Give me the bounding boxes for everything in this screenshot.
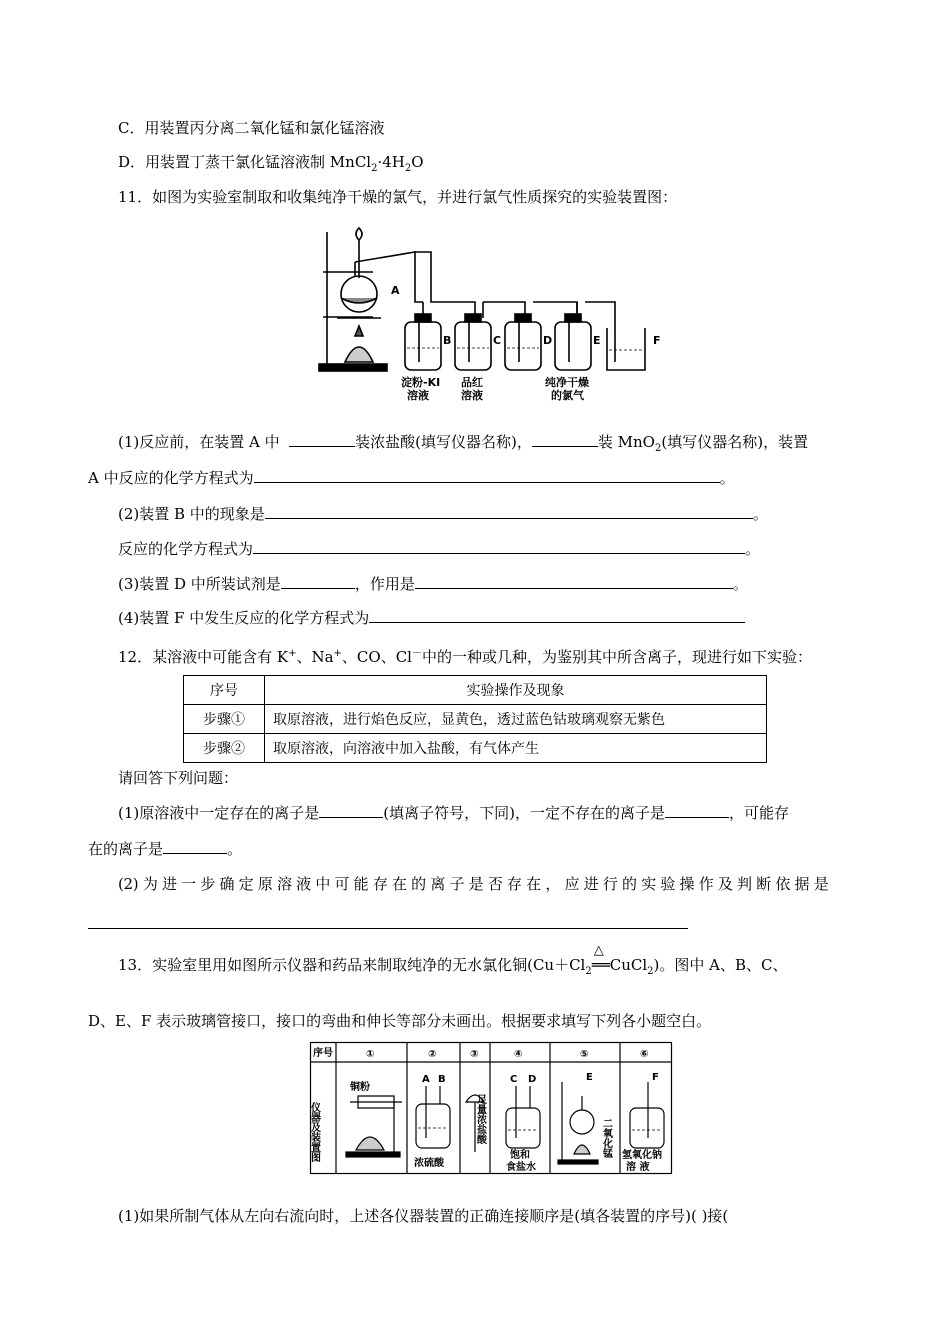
label-copper: 铜粉 (350, 1082, 370, 1093)
col-header: 序号 (313, 1048, 333, 1059)
answer-blank[interactable] (319, 803, 383, 818)
label-sulfuric-acid: 浓硫酸 (414, 1158, 444, 1169)
caption-chlorine: 的氯气 (551, 389, 584, 402)
port-c: C (510, 1074, 518, 1085)
label-c: C (493, 334, 502, 347)
answer-line[interactable] (88, 928, 688, 929)
num-5: ⑤ (580, 1049, 589, 1060)
q11-part2-line1: (2)装置 B 中的现象是 。 (118, 505, 768, 523)
q11-part2-line2: 反应的化学方程式为 。 (118, 540, 761, 558)
answer-blank[interactable] (665, 803, 729, 818)
q13-stem-line2: D、E、F 表示玻璃管接口，接口的弯曲和伸长等部分未画出。根据要求填写下列各小题空白。 (88, 1012, 712, 1030)
num-2: ② (428, 1049, 437, 1060)
q13-stem-line1: 13．实验室里用如图所示仪器和药品来制取纯净的无水氯化铜($Cu+Cl_2$ △ ══CuCl$_2$)。图中 A、B、C、 (118, 943, 788, 977)
num-3: ③ (470, 1049, 479, 1060)
label-a: A (391, 284, 400, 297)
port-e: E (586, 1072, 593, 1083)
table-row (184, 705, 767, 734)
table-header-row (184, 676, 767, 705)
answer-blank[interactable] (265, 504, 753, 519)
label-mno2: 二氧化锰 (600, 1118, 612, 1158)
port-d: D (528, 1074, 537, 1085)
caption-magenta: 品红 (461, 376, 483, 389)
q11-stem: 11．如图为实验室制取和收集纯净干燥的氯气，并进行氯气性质探究的实验装置图： (118, 188, 678, 206)
label-d: D (543, 334, 553, 347)
answer-blank[interactable] (253, 539, 745, 554)
row-header: 仪器及装置图 (308, 1102, 320, 1162)
table-cell-operation: 取原溶液，向溶液中加入盐酸，有气体产生 (265, 734, 767, 763)
table-cell-operation: 取原溶液，进行焰色反应，显黄色，透过蓝色钴玻璃观察无紫色 (265, 705, 767, 734)
q12-part2: (2) 为 进 一 步 确 定 原 溶 液 中 可 能 存 在 的 离 子 是 否 存 在 ， 应 进 行 的 实 验 操 作 及 判 断 依 据 是 (118, 875, 829, 893)
num-1: ① (366, 1049, 375, 1060)
num-6: ⑥ (640, 1049, 649, 1060)
caption-starch-ki: 淀粉-KI (401, 376, 441, 389)
q10-option-c: C．用装置丙分离二氧化锰和氯化锰溶液 (118, 119, 385, 137)
answer-blank[interactable] (163, 839, 227, 854)
q12-ask: 请回答下列问题： (118, 769, 239, 787)
header-step: 序号 (184, 676, 265, 705)
label-brine-1: 饱和 (510, 1150, 530, 1161)
q12-part1-line1: (1)原溶液中一定存在的离子是 (填离子符号，下同)，一定不存在的离子是 ，可能存 (118, 804, 789, 822)
answer-blank[interactable] (281, 574, 355, 589)
q12-part1-line2: 在的离子是 。 (88, 840, 243, 858)
q13-part1: (1)如果所制气体从左向右流向时，上述各仪器装置的正确连接顺序是(填各装置的序号)( )接( (118, 1207, 729, 1225)
port-b: B (438, 1074, 446, 1085)
table-row (184, 734, 767, 763)
q13-apparatus-table-figure (310, 1042, 672, 1174)
q11-part4: (4)装置 F 中发生反应的化学方程式为 (118, 608, 745, 628)
label-naoh-1: 氢氧化钠 (622, 1150, 662, 1161)
q12-stem: 12．某溶液中可能含有 K+、Na+、CO、Cl－中的一种或几种，为鉴别其中所含离子，现进行如下实验： (118, 648, 812, 666)
label-naoh-2: 溶 液 (626, 1162, 650, 1173)
q10-option-d: D．用装置丁蒸干氯化锰溶液制 $MnCl_2\cdot 4H_2O$ (118, 153, 424, 174)
num-4: ④ (514, 1049, 523, 1060)
answer-blank[interactable] (254, 468, 720, 483)
label-b: B (443, 334, 452, 347)
answer-blank[interactable] (532, 432, 598, 447)
table-cell-step: 步骤② (184, 734, 265, 763)
q12-experiment-table (183, 675, 767, 763)
label-f: F (653, 334, 661, 347)
q11-part1-line1: (1)反应前，在装置 A 中 装浓盐酸(填写仪器名称)， 装 MnO$_2$(填写仪器名称)，装置 (118, 433, 809, 454)
q11-part3: (3)装置 D 中所装试剂是 ，作用是 。 (118, 575, 748, 593)
answer-blank[interactable] (415, 574, 733, 589)
answer-blank[interactable] (289, 432, 355, 447)
header-operation: 实验操作及现象 (265, 676, 767, 705)
caption-solution-1: 溶液 (407, 389, 429, 402)
answer-blank[interactable] (369, 608, 745, 623)
q11-part1-line2: A 中反应的化学方程式为 。 (88, 469, 735, 487)
port-a: A (422, 1074, 430, 1085)
caption-solution-2: 溶液 (461, 389, 483, 402)
caption-pure-dry: 纯净干燥 (545, 376, 589, 389)
q11-apparatus-figure (315, 222, 675, 402)
label-brine-2: 食盐水 (506, 1162, 536, 1173)
table-cell-step: 步骤① (184, 705, 265, 734)
port-f: F (652, 1072, 659, 1083)
label-hcl: 足量浓盐酸 (474, 1094, 486, 1144)
label-e: E (593, 334, 601, 347)
